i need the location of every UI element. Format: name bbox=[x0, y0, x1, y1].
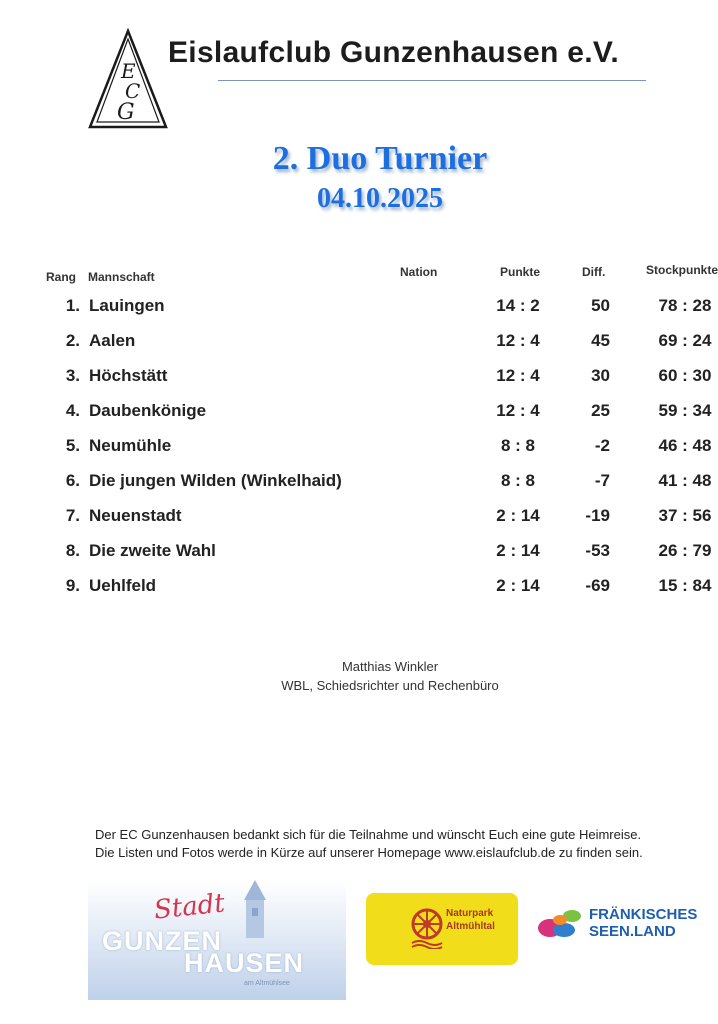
row-stock-points: 26 : 79 bbox=[658, 541, 712, 560]
thanks-line-2: Die Listen und Fotos werde in Kürze auf unserer Homepage www.eislaufclub.de zu finden sein. bbox=[95, 845, 643, 860]
row-stock-points: 15 : 84 bbox=[658, 576, 712, 595]
row-team: Lauingen bbox=[89, 296, 165, 315]
thanks-line-1: Der EC Gunzenhausen bedankt sich für die Teilnahme und wünscht Euch eine gute Heimreise. bbox=[95, 827, 642, 842]
row-diff: 45 bbox=[591, 331, 610, 350]
row-points: 12 : 4 bbox=[496, 331, 540, 350]
row-team: Die jungen Wilden (Winkelhaid) bbox=[89, 471, 342, 490]
row-diff: -53 bbox=[585, 541, 610, 560]
table-row bbox=[0, 576, 718, 606]
row-diff: 50 bbox=[591, 296, 610, 315]
row-diff: 30 bbox=[591, 366, 610, 385]
logo-letter-e: E bbox=[121, 59, 136, 83]
row-points: 2 : 14 bbox=[496, 506, 540, 525]
row-diff: -69 bbox=[585, 576, 610, 595]
row-rank: 8. bbox=[65, 541, 80, 560]
seenland-text: FRÄNKISCHES SEEN.LAND bbox=[589, 906, 698, 940]
row-points: 8 : 8 bbox=[500, 436, 536, 455]
row-stock-points: 59 : 34 bbox=[658, 401, 712, 420]
col-header-points: Punkte bbox=[500, 265, 541, 279]
table-row bbox=[0, 296, 718, 326]
row-points: 12 : 4 bbox=[496, 401, 540, 420]
row-team: Daubenkönige bbox=[89, 401, 207, 420]
row-rank: 6. bbox=[65, 471, 80, 490]
row-stock-points: 41 : 48 bbox=[658, 471, 712, 490]
row-points: 12 : 4 bbox=[496, 366, 540, 385]
row-rank: 7. bbox=[65, 506, 80, 525]
row-points: 2 : 14 bbox=[496, 576, 540, 595]
title-divider bbox=[218, 80, 646, 81]
table-row bbox=[0, 331, 718, 361]
logo-letter-c: C bbox=[125, 79, 141, 103]
naturpark-text: Naturpark Altmühltal bbox=[446, 908, 495, 932]
gunz-subtitle: am Altmühlsee bbox=[244, 980, 290, 987]
row-rank: 5. bbox=[65, 436, 80, 455]
row-diff: 25 bbox=[591, 401, 610, 420]
row-team: Die zweite Wahl bbox=[89, 541, 216, 560]
col-header-diff: Diff. bbox=[582, 265, 606, 279]
row-rank: 9. bbox=[65, 576, 80, 595]
table-row bbox=[0, 541, 718, 571]
col-header-stock-points: Stockpunkte bbox=[646, 263, 718, 277]
col-header-team: Mannschaft bbox=[88, 270, 155, 284]
row-points: 14 : 2 bbox=[496, 296, 540, 315]
row-stock-points: 37 : 56 bbox=[658, 506, 712, 525]
wheel-icon bbox=[410, 907, 444, 949]
gunz-word-2: HAUSEN bbox=[184, 948, 305, 978]
col-header-rank: Rang bbox=[46, 270, 76, 284]
tower-icon bbox=[238, 880, 272, 938]
logo-letter-g: G bbox=[117, 100, 135, 125]
seenland-flower-icon bbox=[536, 906, 586, 942]
row-team: Neumühle bbox=[89, 436, 172, 455]
table-row bbox=[0, 401, 718, 431]
row-rank: 1. bbox=[65, 296, 80, 315]
event-title: 2. Duo Turnier bbox=[272, 140, 488, 177]
row-diff: -19 bbox=[585, 506, 610, 525]
row-rank: 3. bbox=[65, 366, 80, 385]
row-points: 8 : 8 bbox=[500, 471, 536, 490]
gunz-word-1: GUNZEN bbox=[102, 926, 222, 956]
table-row bbox=[0, 366, 718, 396]
table-row bbox=[0, 506, 718, 536]
row-diff: -2 bbox=[594, 436, 610, 455]
sponsor-naturpark-logo bbox=[366, 893, 518, 965]
row-stock-points: 69 : 24 bbox=[658, 331, 712, 350]
row-diff: -7 bbox=[594, 471, 610, 490]
row-stock-points: 78 : 28 bbox=[658, 296, 712, 315]
event-date: 04.10.2025 bbox=[317, 183, 443, 214]
row-team: Höchstätt bbox=[89, 366, 168, 385]
sponsor-gunzenhausen-logo bbox=[88, 880, 346, 1000]
table-row bbox=[0, 471, 718, 501]
row-team: Aalen bbox=[89, 331, 136, 350]
row-rank: 4. bbox=[65, 401, 80, 420]
table-row bbox=[0, 436, 718, 466]
club-name: Eislaufclub Gunzenhausen e.V. bbox=[168, 36, 620, 69]
signer-role: WBL, Schiedsrichter und Rechenbüro bbox=[281, 678, 499, 693]
signer-name: Matthias Winkler bbox=[341, 659, 439, 674]
row-stock-points: 46 : 48 bbox=[658, 436, 712, 455]
row-points: 2 : 14 bbox=[496, 541, 540, 560]
row-team: Neuenstadt bbox=[89, 506, 182, 525]
gunz-stadt-script: Stadt bbox=[152, 888, 227, 926]
row-team: Uehlfeld bbox=[89, 576, 157, 595]
row-rank: 2. bbox=[65, 331, 80, 350]
row-stock-points: 60 : 30 bbox=[658, 366, 712, 385]
club-logo bbox=[88, 28, 168, 130]
col-header-nation: Nation bbox=[400, 265, 438, 279]
